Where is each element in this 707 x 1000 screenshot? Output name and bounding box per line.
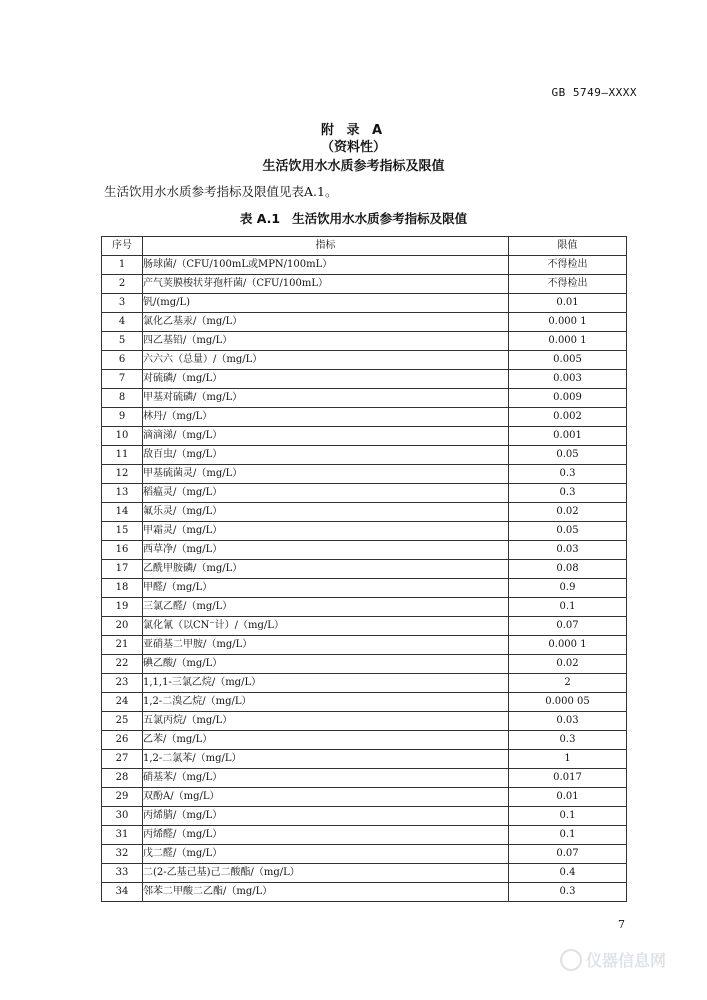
column-header-no: 序号	[102, 237, 143, 256]
table-header-row	[102, 237, 627, 256]
row-indicator: 硝基苯/（mg/L）	[143, 769, 509, 788]
table-caption-title: 生活饮用水水质参考指标及限值	[292, 211, 468, 226]
row-indicator: 甲霜灵/（mg/L）	[143, 522, 509, 541]
row-number: 21	[102, 636, 143, 655]
row-number: 32	[102, 845, 143, 864]
row-indicator: 氯化氰（以CN⁻计）/（mg/L）	[143, 617, 509, 636]
table-row	[102, 256, 627, 275]
row-number: 24	[102, 693, 143, 712]
table-row	[102, 351, 627, 370]
row-number: 20	[102, 617, 143, 636]
row-limit: 0.07	[509, 845, 627, 864]
table-row	[102, 503, 627, 522]
row-indicator: 1,1,1-三氯乙烷/（mg/L）	[143, 674, 509, 693]
appendix-nature: （资料性）	[320, 140, 386, 155]
row-number: 23	[102, 674, 143, 693]
row-limit: 0.05	[509, 446, 627, 465]
table-row	[102, 845, 627, 864]
row-indicator: 双酚A/（mg/L）	[143, 788, 509, 807]
row-indicator: 乙酰甲胺磷/（mg/L）	[143, 560, 509, 579]
row-limit: 0.1	[509, 826, 627, 845]
table-row	[102, 484, 627, 503]
table-row	[102, 883, 627, 902]
row-limit: 0.000 1	[509, 313, 627, 332]
row-limit: 0.05	[509, 522, 627, 541]
row-limit: 0.01	[509, 294, 627, 313]
table-row	[102, 427, 627, 446]
table-row	[102, 370, 627, 389]
row-limit: 0.02	[509, 655, 627, 674]
row-indicator: 六六六（总量）/（mg/L）	[143, 351, 509, 370]
table-row	[102, 864, 627, 883]
row-indicator: 滴滴涕/（mg/L）	[143, 427, 509, 446]
row-number: 1	[102, 256, 143, 275]
row-number: 17	[102, 560, 143, 579]
row-number: 15	[102, 522, 143, 541]
row-indicator: 乙苯/（mg/L）	[143, 731, 509, 750]
table-row	[102, 712, 627, 731]
appendix-title: 附 录 A	[320, 123, 387, 138]
row-indicator: 肠球菌/（CFU/100mL或MPN/100mL）	[143, 256, 509, 275]
row-indicator: 亚硝基二甲胺/（mg/L）	[143, 636, 509, 655]
table-row	[102, 750, 627, 769]
row-indicator: 氟乐灵/（mg/L）	[143, 503, 509, 522]
row-number: 3	[102, 294, 143, 313]
row-limit: 0.000 05	[509, 693, 627, 712]
row-number: 29	[102, 788, 143, 807]
row-number: 7	[102, 370, 143, 389]
row-indicator: 碘乙酸/（mg/L）	[143, 655, 509, 674]
row-indicator: 甲基硫菌灵/（mg/L）	[143, 465, 509, 484]
row-number: 2	[102, 275, 143, 294]
row-number: 5	[102, 332, 143, 351]
table-row	[102, 617, 627, 636]
row-number: 30	[102, 807, 143, 826]
row-limit: 0.3	[509, 731, 627, 750]
row-number: 22	[102, 655, 143, 674]
row-number: 28	[102, 769, 143, 788]
page-number: 7	[618, 918, 625, 931]
row-limit: 0.002	[509, 408, 627, 427]
row-number: 4	[102, 313, 143, 332]
row-indicator: 四乙基铅/（mg/L）	[143, 332, 509, 351]
row-number: 34	[102, 883, 143, 902]
table-row	[102, 788, 627, 807]
row-indicator: 产气荚膜梭状芽孢杆菌/（CFU/100mL）	[143, 275, 509, 294]
table-row	[102, 541, 627, 560]
table-row	[102, 560, 627, 579]
row-indicator: 甲醛/（mg/L）	[143, 579, 509, 598]
row-limit: 0.017	[509, 769, 627, 788]
row-limit: 0.1	[509, 807, 627, 826]
row-limit: 0.000 1	[509, 332, 627, 351]
row-limit: 0.000 1	[509, 636, 627, 655]
row-limit: 0.08	[509, 560, 627, 579]
table-row	[102, 826, 627, 845]
table-row	[102, 598, 627, 617]
table-row	[102, 275, 627, 294]
appendix-heading: 生活饮用水水质参考指标及限值	[262, 159, 445, 174]
watermark	[560, 948, 666, 971]
row-limit: 0.3	[509, 465, 627, 484]
row-limit: 0.003	[509, 370, 627, 389]
row-indicator: 敌百虫/（mg/L）	[143, 446, 509, 465]
row-number: 9	[102, 408, 143, 427]
row-limit: 0.3	[509, 883, 627, 902]
reference-table	[101, 236, 627, 902]
row-number: 14	[102, 503, 143, 522]
table-caption	[0, 209, 707, 227]
table-row	[102, 636, 627, 655]
row-number: 11	[102, 446, 143, 465]
watermark-text: 仪器信息网	[586, 951, 667, 970]
row-number: 12	[102, 465, 143, 484]
table-row	[102, 332, 627, 351]
row-limit: 不得检出	[509, 275, 627, 294]
row-indicator: 对硫磷/（mg/L）	[143, 370, 509, 389]
row-limit: 0.005	[509, 351, 627, 370]
row-number: 16	[102, 541, 143, 560]
row-indicator: 丙烯腈/（mg/L）	[143, 807, 509, 826]
table-row	[102, 294, 627, 313]
table-row	[102, 446, 627, 465]
row-limit: 不得检出	[509, 256, 627, 275]
row-limit: 0.4	[509, 864, 627, 883]
table-row	[102, 465, 627, 484]
table-row	[102, 655, 627, 674]
table-row	[102, 693, 627, 712]
intro-paragraph: 生活饮用水水质参考指标及限值见表A.1。	[104, 184, 338, 199]
row-indicator: 氯化乙基汞/（mg/L）	[143, 313, 509, 332]
row-number: 25	[102, 712, 143, 731]
table-row	[102, 522, 627, 541]
row-indicator: 钒/(mg/L)	[143, 294, 509, 313]
row-indicator: 三氯乙醛/（mg/L）	[143, 598, 509, 617]
row-indicator: 1,2-二溴乙烷/（mg/L）	[143, 693, 509, 712]
row-indicator: 西草净/（mg/L）	[143, 541, 509, 560]
row-indicator: 丙烯醛/（mg/L）	[143, 826, 509, 845]
row-limit: 0.01	[509, 788, 627, 807]
row-limit: 2	[509, 674, 627, 693]
row-limit: 0.001	[509, 427, 627, 446]
row-indicator: 二(2-乙基己基)己二酸酯/（mg/L）	[143, 864, 509, 883]
row-number: 31	[102, 826, 143, 845]
column-header-limit: 限值	[509, 237, 627, 256]
row-number: 18	[102, 579, 143, 598]
row-number: 26	[102, 731, 143, 750]
row-limit: 0.03	[509, 712, 627, 731]
watermark-logo-icon	[560, 949, 582, 971]
standard-code: GB 5749—XXXX	[551, 86, 637, 99]
row-number: 13	[102, 484, 143, 503]
table-row	[102, 313, 627, 332]
table-body	[102, 256, 627, 902]
row-limit: 0.07	[509, 617, 627, 636]
row-indicator: 林丹/（mg/L）	[143, 408, 509, 427]
row-number: 19	[102, 598, 143, 617]
table-row	[102, 674, 627, 693]
row-indicator: 邻苯二甲酸二乙酯/（mg/L）	[143, 883, 509, 902]
table-row	[102, 769, 627, 788]
row-number: 6	[102, 351, 143, 370]
row-indicator: 五氯丙烷/（mg/L）	[143, 712, 509, 731]
table-row	[102, 807, 627, 826]
row-indicator: 甲基对硫磷/（mg/L）	[143, 389, 509, 408]
row-number: 10	[102, 427, 143, 446]
row-limit: 0.009	[509, 389, 627, 408]
row-number: 8	[102, 389, 143, 408]
row-limit: 0.3	[509, 484, 627, 503]
row-indicator: 稻瘟灵/（mg/L）	[143, 484, 509, 503]
row-limit: 0.9	[509, 579, 627, 598]
row-indicator: 1,2-二氯苯/（mg/L）	[143, 750, 509, 769]
table-row	[102, 408, 627, 427]
row-limit: 1	[509, 750, 627, 769]
row-number: 33	[102, 864, 143, 883]
table-caption-number: 表 A.1	[239, 211, 281, 226]
table-row	[102, 731, 627, 750]
row-limit: 0.02	[509, 503, 627, 522]
row-indicator: 戊二醛/（mg/L）	[143, 845, 509, 864]
column-header-indicator: 指标	[143, 237, 509, 256]
row-limit: 0.03	[509, 541, 627, 560]
row-number: 27	[102, 750, 143, 769]
table-row	[102, 389, 627, 408]
table-row	[102, 579, 627, 598]
row-limit: 0.1	[509, 598, 627, 617]
